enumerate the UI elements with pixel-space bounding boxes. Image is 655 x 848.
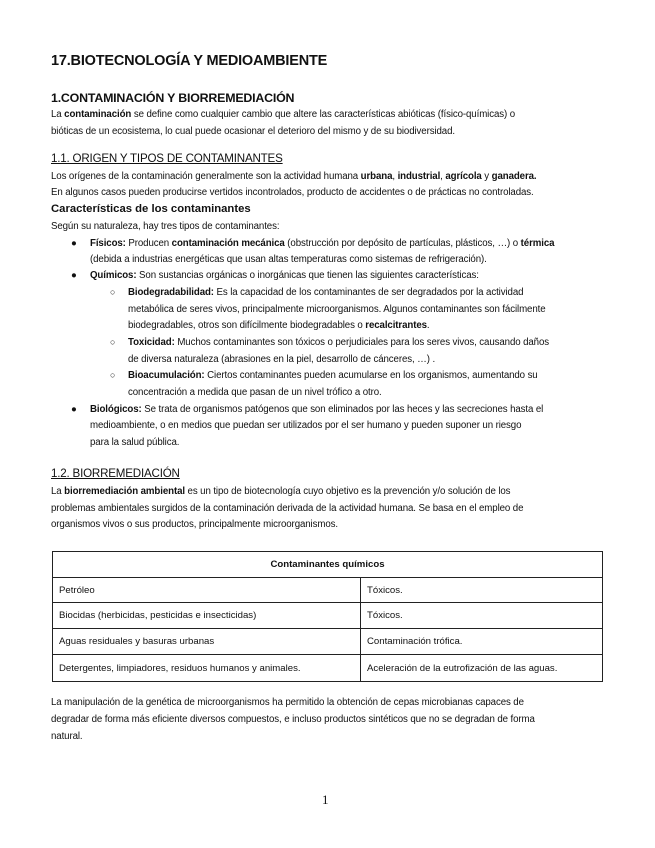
paragraph-line	[51, 486, 510, 498]
text-span: Muchos contaminantes son tóxicos o perjudiciales para los seres vivos, causando daños	[174, 337, 549, 348]
list-item-biodegradabilidad	[128, 287, 523, 299]
bullet-dot: ●	[71, 270, 77, 281]
table-cell: Aguas residuales y basuras urbanas	[53, 629, 361, 655]
bullet-dot: ●	[71, 404, 77, 415]
page-number: 1	[322, 792, 329, 807]
subheading-caracteristicas: Características de los contaminantes	[51, 203, 251, 215]
bold-term: Bioacumulación:	[128, 370, 205, 381]
bold-term: urbana	[360, 171, 393, 182]
subsection-heading-origen: 1.1. ORIGEN Y TIPOS DE CONTAMINANTES	[51, 152, 283, 165]
list-item-biologicos	[90, 404, 543, 416]
paragraph-line: Según su naturaleza, hay tres tipos de contaminantes:	[51, 221, 280, 232]
text-span: ,	[440, 171, 446, 182]
bold-term: biorremediación ambiental	[64, 486, 185, 497]
text-span: Es la capacidad de los contaminantes de ser degradados por la actividad	[213, 287, 524, 298]
paragraph-line: problemas ambientales surgidos de la contaminación derivada de la actividad humana. Se basa en el empleo de	[51, 503, 524, 514]
text-span: Los orígenes de la contaminación generalmente son la actividad humana	[51, 171, 361, 182]
list-item-line: medioambiente, o en medios que puedan ser utilizados por el ser humano y pueden suponer un riesgo	[90, 420, 522, 431]
paragraph-line: degradar de forma más eficiente diversos compuestos, e incluso productos sintéticos que no se degradan de forma	[51, 714, 535, 725]
paragraph-line: natural.	[51, 731, 83, 742]
text-span: Producen	[125, 238, 172, 249]
table-row	[53, 603, 603, 629]
subsection-heading-biorremediacion: 1.2. BIORREMEDIACIÓN	[51, 467, 180, 480]
table-cell: Detergentes, limpiadores, residuos humanos y animales.	[53, 655, 361, 682]
paragraph-line: organismos vivos o sus productos, principalmente microorganismos.	[51, 519, 338, 530]
table-row	[53, 629, 603, 655]
bullet-circle: ○	[110, 370, 116, 380]
paragraph-line	[51, 109, 515, 121]
list-item-bioacumulacion	[128, 370, 538, 382]
text-span: .	[426, 320, 430, 331]
list-item-line: de diversa naturaleza (abrasiones en la piel, desarrollo de cánceres, …) .	[128, 354, 436, 365]
list-item-line: metabólica de seres vivos, principalmente microorganismos. Algunos contaminantes son fácilmente	[128, 304, 546, 315]
table-cell: Tóxicos.	[361, 603, 603, 629]
text-span: Ciertos contaminantes pueden acumularse en los organismos, aumentando su	[204, 370, 538, 381]
table-cell: Biocidas (herbicidas, pesticidas e insecticidas)	[53, 603, 361, 629]
section-heading-contaminacion: 1.CONTAMINACIÓN Y BIORREMEDIACIÓN	[51, 91, 295, 105]
bold-term: Biológicos:	[90, 404, 142, 415]
list-item-line	[128, 320, 430, 332]
table-header-row	[53, 552, 603, 578]
text-span: Son sustancias orgánicas o inorgánicas que tienen las siguientes características:	[136, 270, 479, 281]
text-span: La	[51, 109, 65, 120]
text-span: se define como cualquier cambio que altere las características abióticas (físico-químicas) o	[131, 109, 515, 120]
table-row	[53, 655, 603, 682]
list-item-toxicidad	[128, 337, 549, 349]
table-cell: Aceleración de la eutrofización de las aguas.	[361, 655, 603, 682]
text-span: ,	[392, 171, 398, 182]
list-item-line: para la salud pública.	[90, 437, 180, 448]
paragraph-line	[51, 171, 537, 183]
bold-term: Toxicidad:	[128, 337, 175, 348]
document-title: 17.BIOTECNOLOGÍA Y MEDIOAMBIENTE	[51, 53, 328, 69]
bullet-circle: ○	[110, 337, 116, 347]
bold-term: industrial	[397, 171, 441, 182]
text-span: (obstrucción por depósito de partículas, plásticos, …) o	[284, 238, 521, 249]
paragraph-line: La manipulación de la genética de microorganismos ha permitido la obtención de cepas microbianas capaces de	[51, 697, 524, 708]
table-row	[53, 578, 603, 603]
table-header: Contaminantes químicos	[53, 552, 603, 578]
list-item-line: (debida a industrias energéticas que usan altas temperaturas como sistemas de refrigeración).	[90, 254, 487, 265]
bold-term: contaminación	[64, 109, 132, 120]
table-cell: Petróleo	[53, 578, 361, 603]
text-span: Se trata de organismos patógenos que son eliminados por las heces y las secreciones hasta el	[141, 404, 544, 415]
bold-term: térmica	[520, 238, 555, 249]
table-cell: Tóxicos.	[361, 578, 603, 603]
paragraph-line: bióticas de un ecosistema, lo cual puede ocasionar el deterioro del mismo y de su biodiversidad.	[51, 126, 455, 137]
bold-term: agrícola	[445, 171, 482, 182]
text-span: y	[481, 171, 492, 182]
bold-term: Físicos:	[90, 238, 126, 249]
bold-term: Biodegradabilidad:	[128, 287, 214, 298]
bold-term: contaminación mecánica	[171, 238, 285, 249]
bold-term: Químicos:	[90, 270, 137, 281]
bold-term: ganadera.	[491, 171, 537, 182]
text-span: La	[51, 486, 65, 497]
list-item-quimicos	[90, 270, 479, 282]
contaminants-table	[52, 551, 603, 682]
bullet-dot: ●	[71, 238, 77, 249]
bullet-circle: ○	[110, 287, 116, 297]
list-item-line: concentración a medida que pasan de un nivel trófico a otro.	[128, 387, 382, 398]
text-span: biodegradables, otros son difícilmente biodegradables o	[128, 320, 366, 331]
bold-term: recalcitrantes	[365, 320, 427, 331]
text-span: es un tipo de biotecnología cuyo objetivo es la prevención y/o solución de los	[184, 486, 511, 497]
paragraph-line: En algunos casos pueden producirse vertidos incontrolados, producto de accidentes o de prácticas no controladas.	[51, 187, 534, 198]
list-item-fisicos	[90, 238, 554, 250]
table-cell: Contaminación trófica.	[361, 629, 603, 655]
